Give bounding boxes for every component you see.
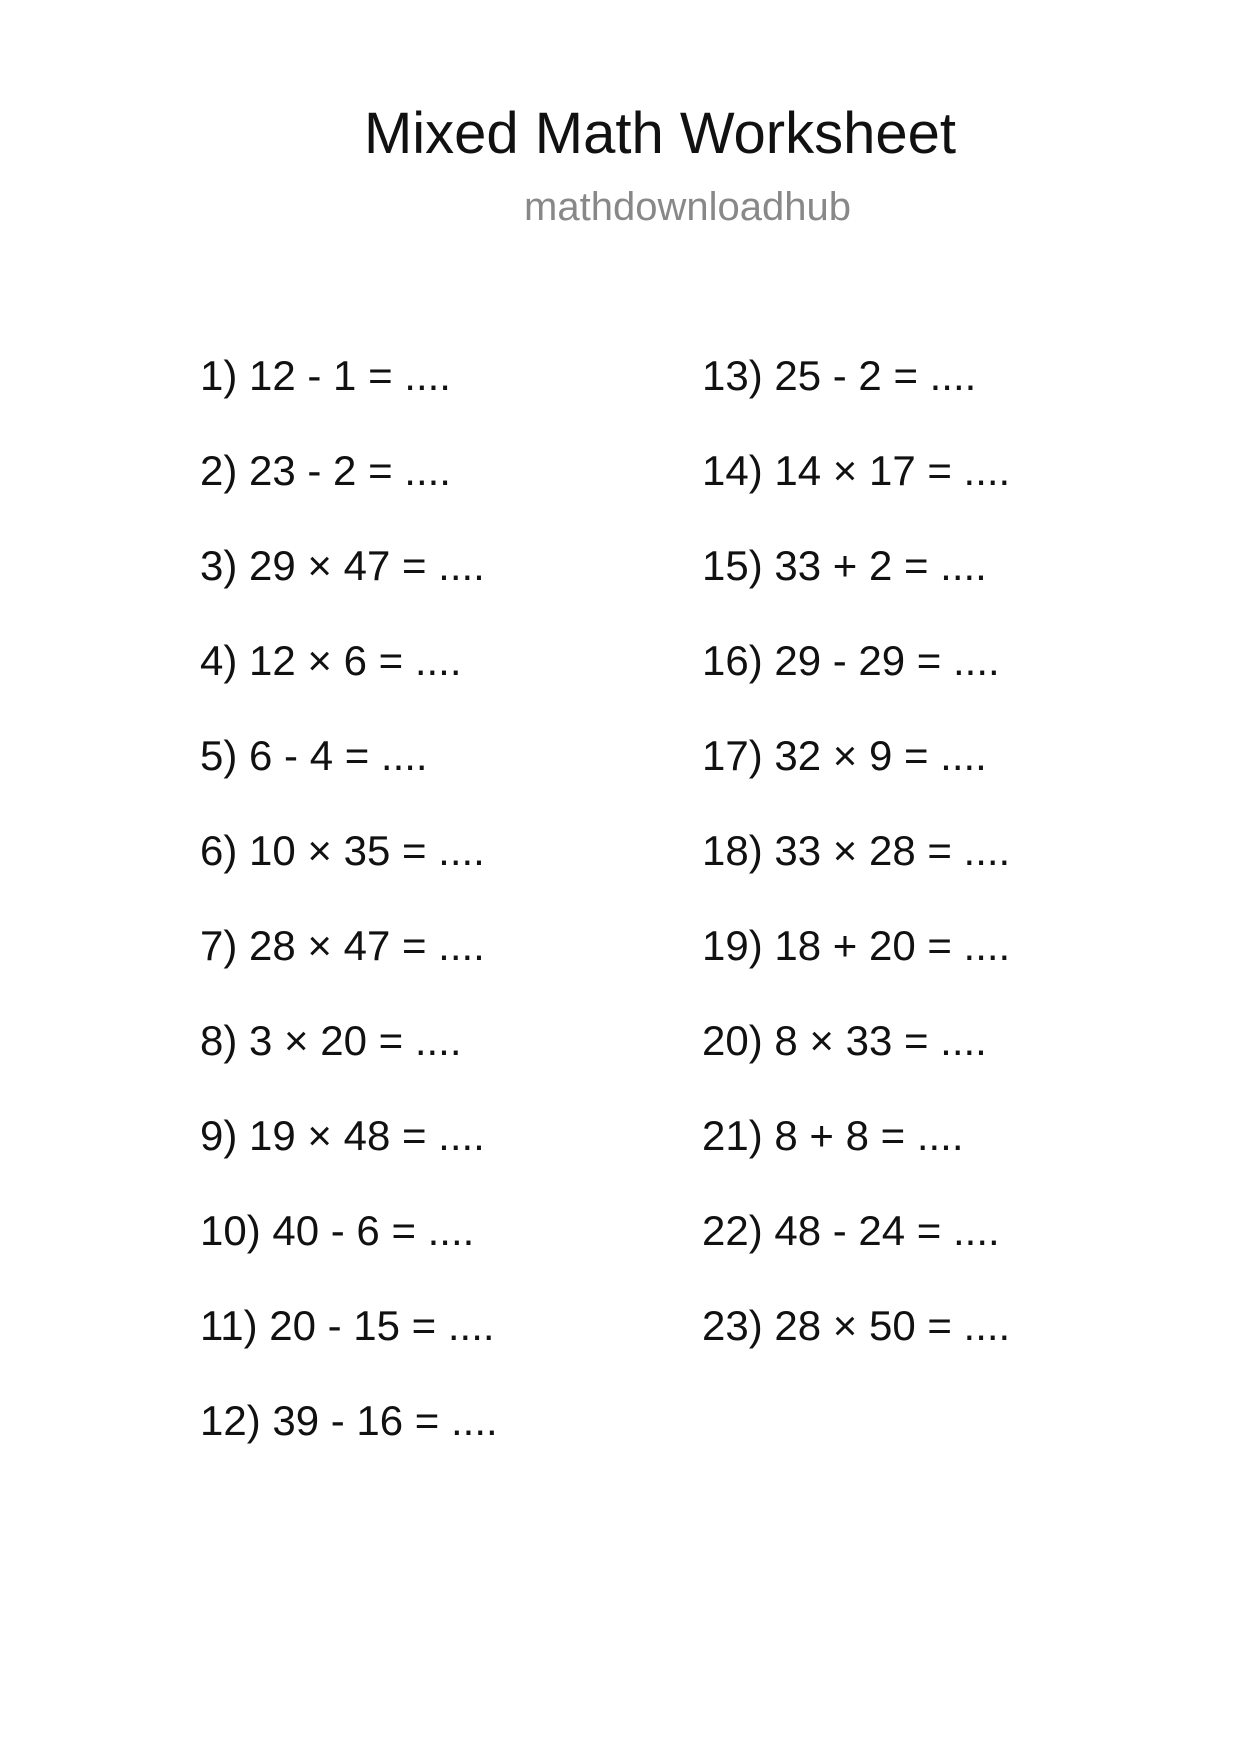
problem-item: 2) 23 - 2 = ....	[200, 447, 451, 494]
problem-column-right	[702, 346, 1010, 1391]
problem-item: 16) 29 - 29 = ....	[702, 637, 1000, 684]
page-title: Mixed Math Worksheet	[363, 101, 957, 166]
problem-item: 23) 28 × 50 = ....	[702, 1302, 1011, 1349]
problem-item: 8) 3 × 20 = ....	[200, 1017, 462, 1064]
problem-item: 1) 12 - 1 = ....	[200, 352, 451, 399]
problem-item: 18) 33 × 28 = ....	[702, 827, 1011, 874]
problem-item: 17) 32 × 9 = ....	[702, 732, 987, 779]
problem-item: 14) 14 × 17 = ....	[702, 447, 1011, 494]
problem-item: 3) 29 × 47 = ....	[200, 542, 485, 589]
problem-item: 19) 18 + 20 = ....	[702, 922, 1011, 969]
problem-item: 15) 33 + 2 = ....	[702, 542, 987, 589]
problem-item: 10) 40 - 6 = ....	[200, 1207, 475, 1254]
problem-item: 4) 12 × 6 = ....	[200, 637, 462, 684]
problem-column-left	[200, 346, 498, 1486]
problem-item: 9) 19 × 48 = ....	[200, 1112, 485, 1159]
problem-item: 5) 6 - 4 = ....	[200, 732, 428, 779]
problem-item: 22) 48 - 24 = ....	[702, 1207, 1000, 1254]
problem-item: 21) 8 + 8 = ....	[702, 1112, 964, 1159]
problem-item: 13) 25 - 2 = ....	[702, 352, 977, 399]
problem-item: 7) 28 × 47 = ....	[200, 922, 485, 969]
page-subtitle: mathdownloadhub	[524, 185, 851, 229]
problem-item: 20) 8 × 33 = ....	[702, 1017, 987, 1064]
problem-item: 11) 20 - 15 = ....	[200, 1302, 495, 1349]
problem-item: 6) 10 × 35 = ....	[200, 827, 485, 874]
problem-item: 12) 39 - 16 = ....	[200, 1397, 498, 1444]
